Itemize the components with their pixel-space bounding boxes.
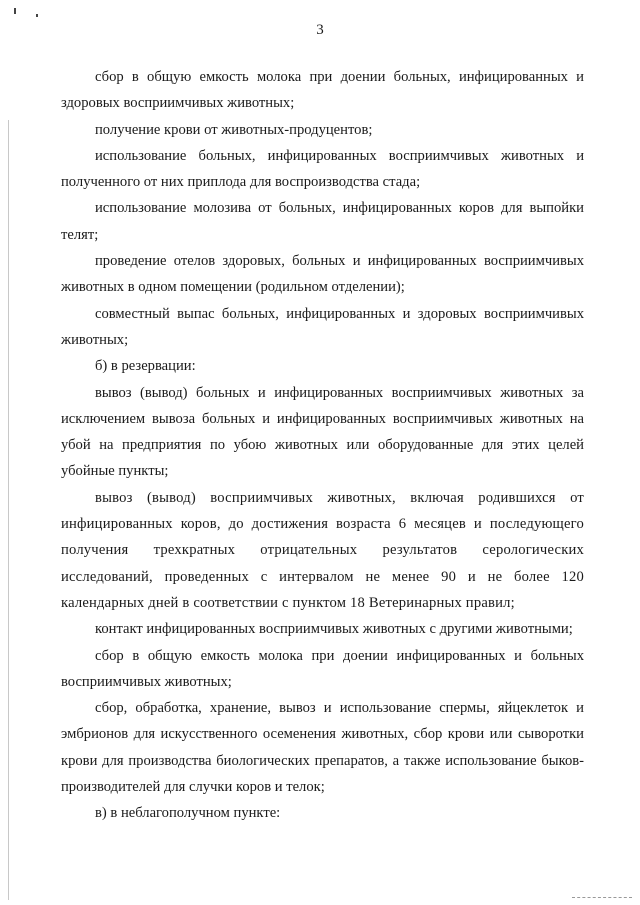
document-body	[61, 64, 584, 827]
paragraph: контакт инфицированных восприимчивых животных с другими животными;	[95, 621, 573, 638]
section-heading-b: б) в резервации:	[95, 358, 196, 375]
section-heading-c: в) в неблагополучном пункте:	[95, 805, 281, 822]
paragraph: вывоз (вывод) восприимчивых животных, включая родившихся от инфицированных коров, до достижения возраста 6 месяцев и последующего получения трехкратных отрицательных результатов серологических исследований, проведенных с интервалом не менее 90 и не более 120 календарных дней в соответствии с пунктом 18 Ветеринарных правил;	[61, 489, 584, 611]
scan-bottom-mark	[572, 897, 632, 899]
paragraph: сбор в общую емкость молока при доении инфицированных и больных восприимчивых животных;	[61, 647, 584, 690]
scan-margin-line	[8, 120, 10, 900]
scan-mark	[36, 14, 38, 17]
scan-mark	[14, 8, 16, 14]
paragraph: получение крови от животных-продуцентов;	[95, 121, 373, 138]
paragraph: сбор, обработка, хранение, вывоз и использование спермы, яйцеклеток и эмбрионов для искусственного осеменения животных, сбор крови или сыворотки крови для производства биологических препаратов, а также использование быков-производителей для случки коров и телок;	[61, 700, 584, 796]
paragraph: проведение отелов здоровых, больных и инфицированных восприимчивых животных в одном помещении (родильном отделении);	[61, 253, 584, 296]
paragraph: вывоз (вывод) больных и инфицированных восприимчивых животных за исключением вывоза больных и инфицированных восприимчивых животных на убой на предприятия по убою животных или оборудованные для этих целей убойные пункты;	[61, 384, 584, 480]
paragraph: использование больных, инфицированных восприимчивых животных и полученного от них приплода для воспроизводства стада;	[61, 147, 584, 191]
paragraph: совместный выпас больных, инфицированных и здоровых восприимчивых животных;	[61, 305, 584, 348]
page-number: 3	[316, 22, 324, 38]
paragraph: использование молозива от больных, инфицированных коров для выпойки телят;	[61, 200, 584, 243]
paragraph: сбор в общую емкость молока при доении больных, инфицированных и здоровых восприимчивых животных;	[61, 69, 584, 112]
